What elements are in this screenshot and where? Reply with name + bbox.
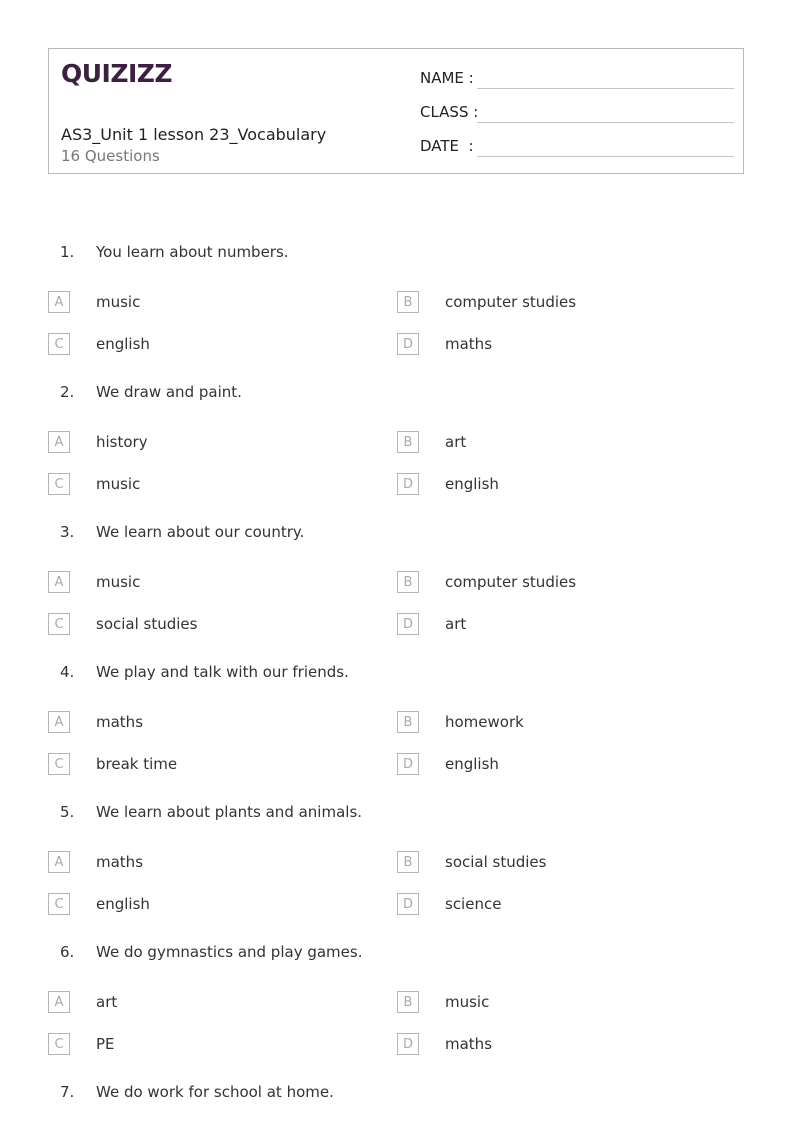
option-text: english bbox=[445, 755, 499, 773]
name-line bbox=[477, 88, 734, 89]
name-field bbox=[420, 67, 734, 89]
answer-option[interactable] bbox=[397, 711, 717, 735]
question-text: We do gymnastics and play games. bbox=[96, 943, 363, 961]
option-letter-box[interactable]: C bbox=[48, 613, 70, 635]
answer-option[interactable] bbox=[48, 431, 368, 455]
question-text: We play and talk with our friends. bbox=[96, 663, 349, 681]
option-text: science bbox=[445, 895, 502, 913]
option-text: maths bbox=[96, 853, 144, 871]
answer-option[interactable] bbox=[397, 851, 717, 875]
option-letter-box[interactable]: C bbox=[48, 893, 70, 915]
option-text: music bbox=[445, 993, 490, 1011]
answer-option[interactable] bbox=[48, 893, 368, 917]
answer-option[interactable] bbox=[48, 571, 368, 595]
answer-option[interactable] bbox=[48, 991, 368, 1015]
option-text: maths bbox=[445, 335, 493, 353]
option-text: homework bbox=[445, 713, 524, 731]
option-text: social studies bbox=[96, 615, 198, 633]
quizizz-logo: QUIZIZZ bbox=[61, 59, 173, 88]
class-label: CLASS : bbox=[420, 103, 479, 121]
question-number: 2. bbox=[60, 383, 75, 401]
option-text: english bbox=[96, 895, 150, 913]
option-letter-box[interactable]: A bbox=[48, 991, 70, 1013]
option-text: computer studies bbox=[445, 573, 577, 591]
option-text: english bbox=[445, 475, 499, 493]
option-letter-box[interactable]: A bbox=[48, 291, 70, 313]
option-letter-box[interactable]: B bbox=[397, 991, 419, 1013]
answer-option[interactable] bbox=[397, 431, 717, 455]
option-text: art bbox=[445, 433, 467, 451]
option-text: music bbox=[96, 293, 141, 311]
option-text: computer studies bbox=[445, 293, 577, 311]
option-text: art bbox=[445, 615, 467, 633]
option-letter-box[interactable]: C bbox=[48, 753, 70, 775]
option-letter-box[interactable]: B bbox=[397, 431, 419, 453]
answer-option[interactable] bbox=[48, 333, 368, 357]
worksheet-title: AS3_Unit 1 lesson 23_Vocabulary bbox=[61, 125, 327, 144]
option-letter-box[interactable]: D bbox=[397, 613, 419, 635]
question-text: We learn about plants and animals. bbox=[96, 803, 363, 821]
answer-option[interactable] bbox=[397, 893, 717, 917]
option-text: social studies bbox=[445, 853, 547, 871]
answer-option[interactable] bbox=[397, 991, 717, 1015]
class-line bbox=[477, 122, 734, 123]
option-letter-box[interactable]: C bbox=[48, 473, 70, 495]
answer-option[interactable] bbox=[397, 333, 717, 357]
question-number: 6. bbox=[60, 943, 75, 961]
answer-option[interactable] bbox=[48, 753, 368, 777]
option-letter-box[interactable]: B bbox=[397, 291, 419, 313]
option-letter-box[interactable]: A bbox=[48, 851, 70, 873]
question-number: 5. bbox=[60, 803, 75, 821]
option-letter-box[interactable]: D bbox=[397, 1033, 419, 1055]
date-line bbox=[477, 156, 734, 157]
option-letter-box[interactable]: D bbox=[397, 753, 419, 775]
answer-option[interactable] bbox=[48, 473, 368, 497]
option-letter-box[interactable]: B bbox=[397, 571, 419, 593]
question-number: 3. bbox=[60, 523, 75, 541]
option-letter-box[interactable]: B bbox=[397, 711, 419, 733]
answer-option[interactable] bbox=[397, 1033, 717, 1057]
option-letter-box[interactable]: D bbox=[397, 893, 419, 915]
class-field bbox=[420, 101, 734, 123]
option-text: music bbox=[96, 573, 141, 591]
answer-option[interactable] bbox=[48, 1033, 368, 1057]
name-label: NAME : bbox=[420, 69, 474, 87]
option-text: history bbox=[96, 433, 148, 451]
question-text: We do work for school at home. bbox=[96, 1083, 334, 1101]
option-letter-box[interactable]: C bbox=[48, 333, 70, 355]
question-text: We learn about our country. bbox=[96, 523, 305, 541]
worksheet-header bbox=[48, 48, 744, 174]
option-text: break time bbox=[96, 755, 178, 773]
option-letter-box[interactable]: D bbox=[397, 333, 419, 355]
option-letter-box[interactable]: C bbox=[48, 1033, 70, 1055]
date-label: DATE : bbox=[420, 137, 474, 155]
question-number: 1. bbox=[60, 243, 75, 261]
date-field bbox=[420, 135, 734, 157]
option-text: english bbox=[96, 335, 150, 353]
option-text: music bbox=[96, 475, 141, 493]
question-number: 4. bbox=[60, 663, 75, 681]
option-text: maths bbox=[445, 1035, 493, 1053]
answer-option[interactable] bbox=[397, 473, 717, 497]
question-number: 7. bbox=[60, 1083, 75, 1101]
option-letter-box[interactable]: A bbox=[48, 571, 70, 593]
option-letter-box[interactable]: B bbox=[397, 851, 419, 873]
option-text: maths bbox=[96, 713, 144, 731]
answer-option[interactable] bbox=[48, 613, 368, 637]
option-letter-box[interactable]: D bbox=[397, 473, 419, 495]
answer-option[interactable] bbox=[397, 291, 717, 315]
question-text: You learn about numbers. bbox=[96, 243, 289, 261]
option-letter-box[interactable]: A bbox=[48, 431, 70, 453]
answer-option[interactable] bbox=[48, 851, 368, 875]
question-count: 16 Questions bbox=[61, 147, 160, 165]
answer-option[interactable] bbox=[48, 291, 368, 315]
question-text: We draw and paint. bbox=[96, 383, 242, 401]
option-text: PE bbox=[96, 1035, 115, 1053]
option-text: art bbox=[96, 993, 118, 1011]
answer-option[interactable] bbox=[397, 753, 717, 777]
option-letter-box[interactable]: A bbox=[48, 711, 70, 733]
answer-option[interactable] bbox=[397, 571, 717, 595]
answer-option[interactable] bbox=[397, 613, 717, 637]
answer-option[interactable] bbox=[48, 711, 368, 735]
